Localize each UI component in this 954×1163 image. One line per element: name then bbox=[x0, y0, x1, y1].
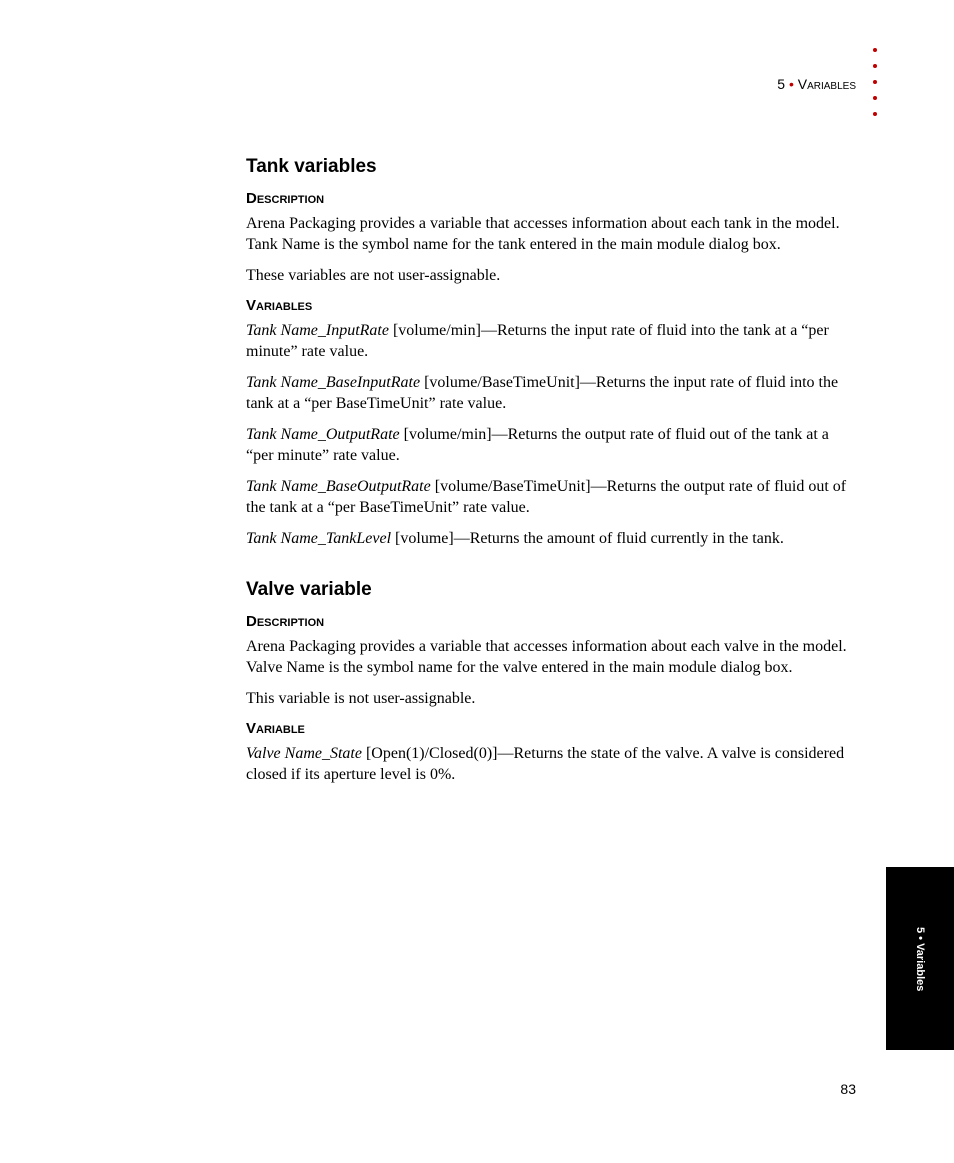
running-head bbox=[777, 76, 856, 92]
variable-description: [volume/BaseTimeUnit]—Returns the output rate of fluid out of the tank at a “per BaseTimeUnit” rate value. bbox=[246, 478, 847, 516]
variable-entry bbox=[246, 424, 856, 466]
variable-entry bbox=[246, 743, 856, 785]
variable-entry bbox=[246, 320, 856, 362]
description-paragraph: Arena Packaging provides a variable that accesses information about each tank in the model. Tank Name is the symbol name for the tank entered in the main module dialog box. bbox=[246, 215, 840, 253]
red-dot bbox=[873, 112, 877, 116]
tank-variables-section bbox=[246, 154, 856, 549]
margin-dots-decoration bbox=[873, 48, 881, 128]
red-dot bbox=[873, 64, 877, 68]
section-title: Tank variables bbox=[246, 156, 377, 177]
variable-name: Valve Name_State bbox=[246, 745, 362, 762]
page-number: 83 bbox=[840, 1081, 856, 1097]
variable-description: [volume]—Returns the amount of fluid currently in the tank. bbox=[391, 530, 784, 547]
variable-description: [volume/min]—Returns the input rate of fluid into the tank at a “per minute” rate value. bbox=[246, 322, 829, 360]
variable-name: Tank Name_BaseInputRate bbox=[246, 374, 421, 391]
description-paragraph: These variables are not user-assignable. bbox=[246, 267, 501, 284]
page-content bbox=[246, 154, 856, 795]
variable-name: Tank Name_BaseOutputRate bbox=[246, 478, 431, 495]
description-paragraph: Arena Packaging provides a variable that accesses information about each valve in the model. Valve Name is the symbol name for the valve entered in the main module dialog box. bbox=[246, 638, 847, 676]
running-head-chapter-title: Variables bbox=[797, 76, 856, 92]
running-head-bullet: • bbox=[788, 76, 794, 92]
valve-variable-section bbox=[246, 577, 856, 785]
variables-heading: Variable bbox=[246, 720, 305, 737]
description-heading: Description bbox=[246, 613, 325, 630]
variable-entry bbox=[246, 372, 856, 414]
variable-description: [volume/min]—Returns the output rate of fluid out of the tank at a “per minute” rate value. bbox=[246, 426, 829, 464]
variables-heading: Variables bbox=[246, 297, 313, 314]
description-paragraph: This variable is not user-assignable. bbox=[246, 690, 476, 707]
red-dot bbox=[873, 80, 877, 84]
variable-entry bbox=[246, 528, 856, 549]
running-head-chapter-number: 5 bbox=[777, 76, 786, 92]
variable-name: Tank Name_TankLevel bbox=[246, 530, 392, 547]
variable-name: Tank Name_InputRate bbox=[246, 322, 389, 339]
section-spacer bbox=[246, 559, 856, 577]
description-heading: Description bbox=[246, 190, 325, 207]
chapter-side-tab bbox=[886, 867, 954, 1050]
section-title: Valve variable bbox=[246, 579, 372, 600]
variable-name: Tank Name_OutputRate bbox=[246, 426, 400, 443]
variable-description: [Open(1)/Closed(0)]—Returns the state of the valve. A valve is considered closed if its aperture level is 0%. bbox=[246, 745, 845, 783]
variable-entry bbox=[246, 476, 856, 518]
red-dot bbox=[873, 96, 877, 100]
side-tab-label: 5 • Variables bbox=[914, 927, 926, 992]
variable-description: [volume/BaseTimeUnit]—Returns the input rate of fluid into the tank at a “per BaseTimeUnit” rate value. bbox=[246, 374, 839, 412]
red-dot bbox=[873, 48, 877, 52]
